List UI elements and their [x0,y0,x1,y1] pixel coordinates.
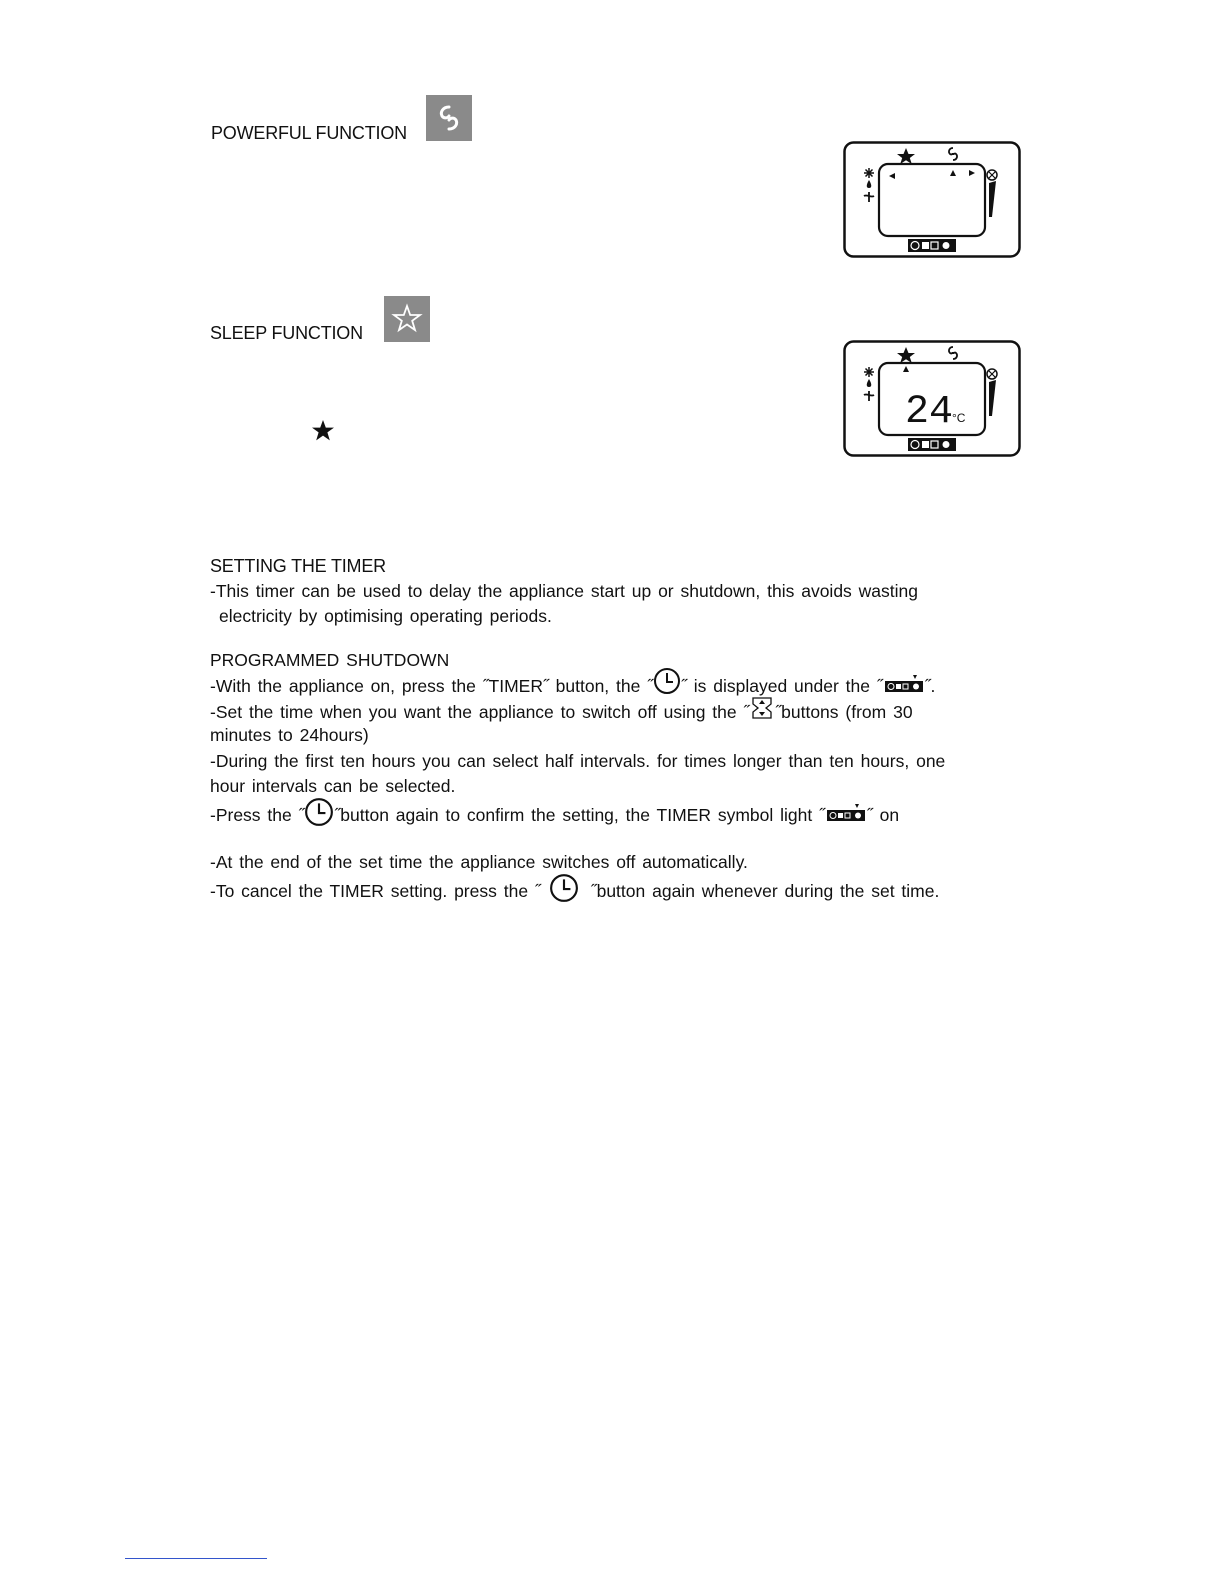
shutdown-line-7: -At the end of the set time the appliance switches off automatically. [210,852,748,872]
shutdown-title: PROGRAMMED SHUTDOWN [210,650,450,670]
timer-indicator-icon [883,674,925,701]
lcd-temperature: 24 [905,390,954,435]
powerful-function-title: POWERFUL FUNCTION [211,123,407,143]
shutdown-line-1-a: -With the appliance on, press the ˝TIMER˝ button, the ˝ [210,676,654,697]
shutdown-line-6 [210,799,899,834]
clock-icon [304,799,334,834]
powerful-swirl-icon [426,95,472,141]
shutdown-line-5: hour intervals can be selected. [210,776,456,796]
timer-intro-line-1: -This timer can be used to delay the appliance start up or shutdown, this avoids wasting [210,581,919,601]
clock-icon [549,875,579,910]
sleep-star-small-icon [310,418,336,449]
sleep-function-title: SLEEP FUNCTION [210,323,363,343]
shutdown-line-8-a: -To cancel the TIMER setting. press the ˝ [210,881,541,902]
shutdown-line-6-a: -Press the ˝ [210,805,305,826]
shutdown-line-4: -During the first ten hours you can select half intervals. for times longer than ten hours, one [210,751,946,771]
shutdown-line-2-a: -Set the time when you want the appliance to switch off using the ˝ [210,702,750,723]
lcd-display-sleep [843,340,1021,462]
shutdown-line-8-b: ˝button again whenever during the set time. [590,881,940,902]
shutdown-line-6-c: ˝ on [866,805,900,826]
lcd-temperature-unit: °C [952,411,966,425]
shutdown-line-1-b: ˝ is displayed under the ˝ [681,676,883,697]
lcd-display-powerful [843,141,1021,263]
shutdown-line-6-b: ˝button again to confirm the setting, the TIMER symbol light ˝ [334,805,825,826]
shutdown-line-8 [210,875,939,910]
timer-indicator-icon [825,802,867,831]
timer-title: SETTING THE TIMER [210,556,386,576]
shutdown-line-1-c: ˝. [924,676,936,697]
footer-rule [125,1558,267,1559]
sleep-star-icon [384,296,430,342]
up-down-arrows-icon [749,698,775,729]
shutdown-line-2-b: ˝buttons (from 30 [775,702,913,723]
shutdown-line-3: minutes to 24hours) [210,725,369,745]
timer-intro-line-2: electricity by optimising operating periods. [219,606,552,626]
